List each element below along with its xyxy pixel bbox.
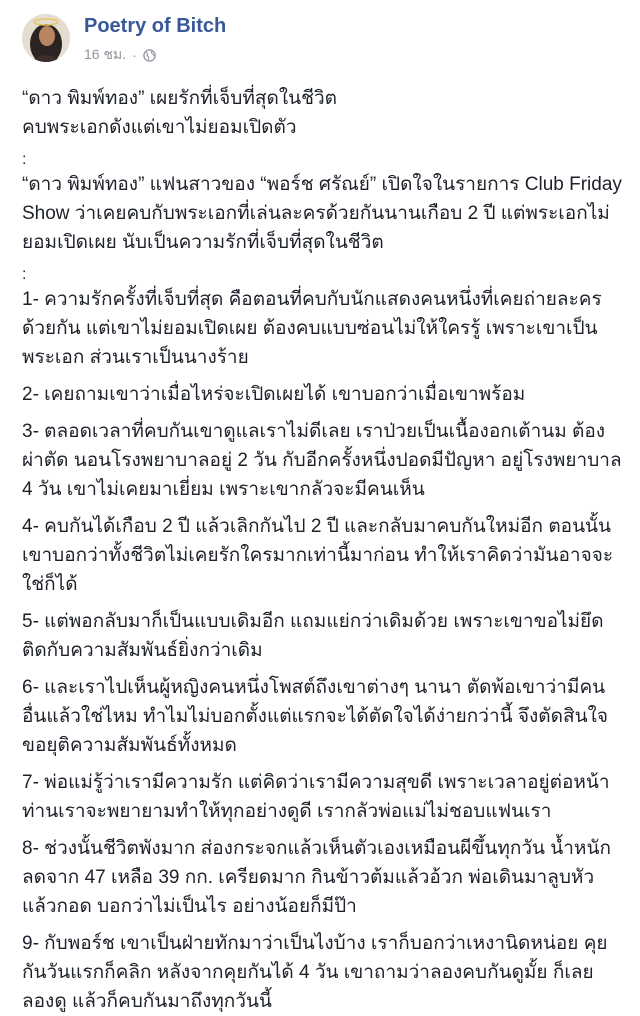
- list-item: 9- กับพอร์ช เขาเป็นฝ่ายทักมาว่าเป็นไงบ้าง เราก็บอกว่าเหงานิดหน่อย คุยกันวันแรกก็คลิก หลังจากคุยกันได้ 4 วัน เขาถามว่าลองคบกันดูมั้ย ก็เลยลองดู แล้วก็คบกันมาถึงทุกวันนี้: [22, 933, 608, 1012]
- list-item: 7- พ่อแม่รู้ว่าเรามีความรัก แต่คิดว่าเรามีความสุขดี เพราะเวลาอยู่ต่อหน้าท่านเราจะพยายามทำให้ทุกอย่างดูดี เรากลัวพ่อแม่ไม่ชอบแฟนเรา: [22, 772, 610, 822]
- post-body: [22, 84, 624, 1016]
- separator-colon: :: [22, 266, 27, 283]
- timestamp-link[interactable]: 16 ชม.: [84, 46, 127, 62]
- post-meta: [84, 44, 226, 66]
- author-name-link[interactable]: Poetry of Bitch: [84, 15, 227, 37]
- meta-separator: ·: [132, 47, 137, 63]
- post-intro: “ดาว พิมพ์ทอง” แฟนสาวของ “พอร์ช ศรัณย์” เปิดใจในรายการ Club Friday Show ว่าเคยคบกับพระเอกที่เล่นละครด้วยกันนานเกือบ 2 ปี แต่พระเอกไม่ยอมเปิดเผย นับเป็นความรักที่เจ็บที่สุดในชีวิต: [22, 174, 622, 253]
- list-item: 1- ความรักครั้งที่เจ็บที่สุด คือตอนที่คบกับนักแสดงคนหนึ่งที่เคยถ่ายละครด้วยกัน แต่เขาไม่ยอมเปิดเผย ต้องคบแบบซ่อนไม่ให้ใครรู้ เพราะเขาเป็นพระเอก ส่วนเราเป็นนางร้าย: [22, 289, 602, 368]
- list-item: 6- และเราไปเห็นผู้หญิงคนหนึ่งโพสต์ถึงเขาต่างๆ นานา ตัดพ้อเขาว่ามีคนอื่นแล้วใช่ไหม ทำไมไม่บอกตั้งแต่แรกจะได้ตัดใจได้ง่ายกว่านี้ จึงตัดสินใจขอยุติความสัมพันธ์ทั้งหมด: [22, 677, 608, 756]
- post-header: [22, 12, 624, 78]
- globe-icon[interactable]: [143, 49, 156, 62]
- list-item: 5- แต่พอกลับมาก็เป็นแบบเดิมอีก แถมแย่กว่าเดิมด้วย เพราะเขาขอไม่ยึดติดกับความสัมพันธ์ยิ่งกว่าเดิม: [22, 611, 604, 661]
- post-headline: “ดาว พิมพ์ทอง” เผยรักที่เจ็บที่สุดในชีวิต คบพระเอกดังแต่เขาไม่ยอมเปิดตัว: [22, 88, 337, 138]
- avatar[interactable]: [22, 14, 70, 62]
- list-item: 4- คบกันได้เกือบ 2 ปี แล้วเลิกกันไป 2 ปี และกลับมาคบกันใหม่อีก ตอนนั้นเขาบอกว่าทั้งชีวิตไม่เคยรักใครมากเท่านี้มาก่อน ทำให้เราคิดว่ามันอาจจะใช่ก็ได้: [22, 516, 614, 595]
- list-item: 2- เคยถามเขาว่าเมื่อไหร่จะเปิดเผยได้ เขาบอกว่าเมื่อเขาพร้อม: [22, 384, 526, 405]
- list-item: 3- ตลอดเวลาที่คบกันเขาดูแลเราไม่ดีเลย เราป่วยเป็นเนื้องอกเต้านม ต้องผ่าตัด นอนโรงพยาบาลอยู่ 2 วัน กับอีกครั้งหนึ่งปอดมีปัญหา อยู่โรงพยาบาล 4 วัน เขาไม่เคยมาเยี่ยม เพราะเขากลัวจะมีคนเห็น: [22, 421, 622, 500]
- list-item: 8- ช่วงนั้นชีวิตพังมาก ส่องกระจกแล้วเห็นตัวเองเหมือนผีขึ้นทุกวัน น้ำหนักลดจาก 47 เหลือ 39 กก. เครียดมาก กินข้าวต้มแล้วอ้วก พ่อเดินมาลูบหัวแล้วกอด บอกว่าไม่เป็นไร อย่างน้อยก็มีป๊า: [22, 838, 611, 917]
- avatar-photo-icon: [22, 14, 70, 62]
- post-header-text: [84, 12, 226, 66]
- separator-colon: :: [22, 151, 27, 168]
